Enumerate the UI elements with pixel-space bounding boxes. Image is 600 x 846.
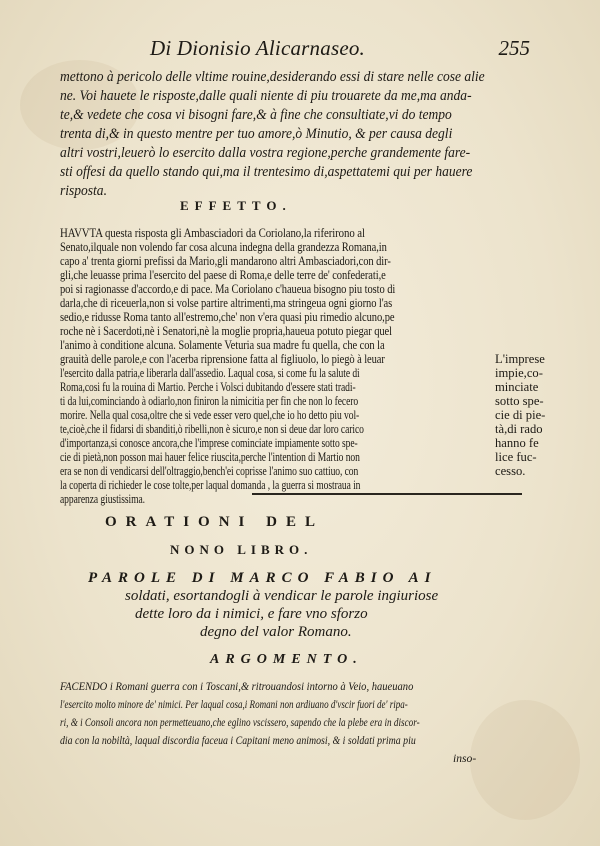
margin-note-line: sotto spe- (495, 394, 544, 408)
text-line: cie di pietà,non posson mai hauer felice riuscita,perche l'intention di Martio non (60, 450, 360, 464)
libro-heading: NONO LIBRO. (170, 542, 313, 557)
text-line: gli,che leuasse prima l'esercito del paese di Roma,e delle terre de' confederati,e (60, 268, 386, 282)
running-head (150, 36, 530, 66)
margin-note-line: tà,di rado (495, 422, 543, 436)
margin-note-line: impie,co- (495, 366, 543, 380)
orationi-heading: ORATIONI DEL (105, 514, 324, 530)
speech-title-line: degno del valor Romano. (200, 624, 352, 640)
text-line: te,& vedete che cosa vi bisogni fare,& à fine che consultiate,vi do tempo (60, 106, 452, 123)
effetto-heading: EFFETTO. (180, 198, 292, 213)
margin-note-line: cesso. (495, 464, 526, 478)
text-line: d'importanza,si conosce ancora,che l'imprese cominciate impiamente sotto spe- (60, 436, 358, 450)
page-number: 255 (498, 36, 530, 60)
text-line: mettono à pericolo delle vltime rouine,desiderando essi di stare nelle cose alie (60, 68, 485, 85)
text-line: capo a' trenta giorni prefissi da Mario,gli mandarono altri Ambasciadori,con dir- (60, 254, 391, 268)
text-line: HAVVTA questa risposta gli Ambasciadori da Coriolano,la riferirono al (60, 226, 365, 240)
text-line: ne. Voi hauete le risposte,dalle quali niente di piu trouarete da me,ma anda- (60, 87, 472, 104)
text-line: era se non di vendicarsi dell'oltraggio,bench'ei coprisse l'animo suo cattiuo, con (60, 464, 359, 478)
text-line: la coperta di richieder le cose tolte,per laqual domanda , la guerra si mostraua in (60, 478, 361, 492)
text-line: apparenza giustissima. (60, 492, 145, 506)
margin-note-line: minciate (495, 380, 539, 394)
text-line: poi si ragionasse d'accordo,e di pace. Ma Coriolano c'haueua bisogno piu tosto di (60, 282, 396, 296)
text-line: te,cioè,che il fidarsi di sbanditi,ò ribelli,non è sicuro,e non si deue dar loro carico (60, 422, 364, 436)
text-line: morire. Nella qual cosa,oltre che si vede esser vero quel,che io ho detto piu vol- (60, 408, 360, 422)
argomento-heading: ARGOMENTO. (210, 652, 363, 667)
margin-note-line: L'imprese (495, 352, 545, 366)
text-line: ti da lui,cominciando à odiarlo,non finiron la nimicitia per fin che non lo fecero (60, 394, 359, 408)
text-line: trenta di,& in questo mentre per tuo amore,ò Minutio, & per causa degli (60, 125, 453, 142)
text-line: FACENDO i Romani guerra con i Toscani,& ritrouandosi intorno à Veio, haueuano (60, 680, 414, 693)
text-line: sedio,e ridusse Roma tanto all'estremo,che' non v'era quasi piu rimedio alcuno,pe (60, 310, 395, 324)
speech-title-line: soldati, esortandogli à vendicar le parole ingiuriose (125, 588, 439, 604)
text-line: l'esercito dalla patria,e liberarla dall'assedio. Laqual cosa, si come fu la salute di (60, 366, 360, 380)
text-line: dia con la nobiltà, laqual discordia faceua i Capitani meno animosi, & i soldati prima piu (60, 734, 416, 747)
text-line: risposta. (60, 182, 107, 199)
section-divider (252, 493, 522, 495)
text-line: Roma,cosi fu la rouina di Martio. Perche i Volsci dubitando d'essere stati tradi- (60, 380, 356, 394)
text-line: l'esercito molto minore de' nimici. Per laqual cosa,i Romani non ardiuano d'vscir fuori de' ripa- (60, 698, 408, 711)
text-line: ri, & i Consoli ancora non permetteuano,che eglino vscissero, sapendo che la plebe era in discor- (60, 716, 420, 729)
text-line: altri vostri,leuerò lo esercito dalla vostra regione,perche grandemente fare- (60, 144, 471, 161)
text-line: inso- (453, 752, 477, 765)
margin-note-line: lice fuc- (495, 450, 537, 464)
speech-title-line: PAROLE DI MARCO FABIO AI (88, 570, 437, 586)
text-line: roche nè i Sacerdoti,nè i Senatori,nè la moglie propria,haueua potuto piegar quel (60, 324, 392, 338)
margin-note-line: hanno fe (495, 436, 539, 450)
text-line: Senato,ilquale non volendo far cosa alcuna indegna della grandezza Romana,in (60, 240, 387, 254)
text-line: grauità delle parole,e con l'acerba riprensione fatta al figliuolo, lo piegò à leuar (60, 352, 385, 366)
paper-stain (470, 700, 580, 820)
running-head-title: Di Dionisio Alicarnaseo. (150, 36, 365, 60)
text-line: l'animo à conditione alcuna. Solamente Veturia sua madre fu quella, che con la (60, 338, 385, 352)
text-line: sti offesi da quello stando qui,ma il trentesimo di,aspettatemi qui per hauere (60, 163, 473, 180)
speech-title-line: dette loro da i nimici, e fare vno sforzo (135, 606, 368, 622)
text-line: darla,che di riceuerla,non si volse partire altrimenti,ma stringeua ogni giorno l'as (60, 296, 393, 310)
margin-note-line: cie di pie- (495, 408, 546, 422)
